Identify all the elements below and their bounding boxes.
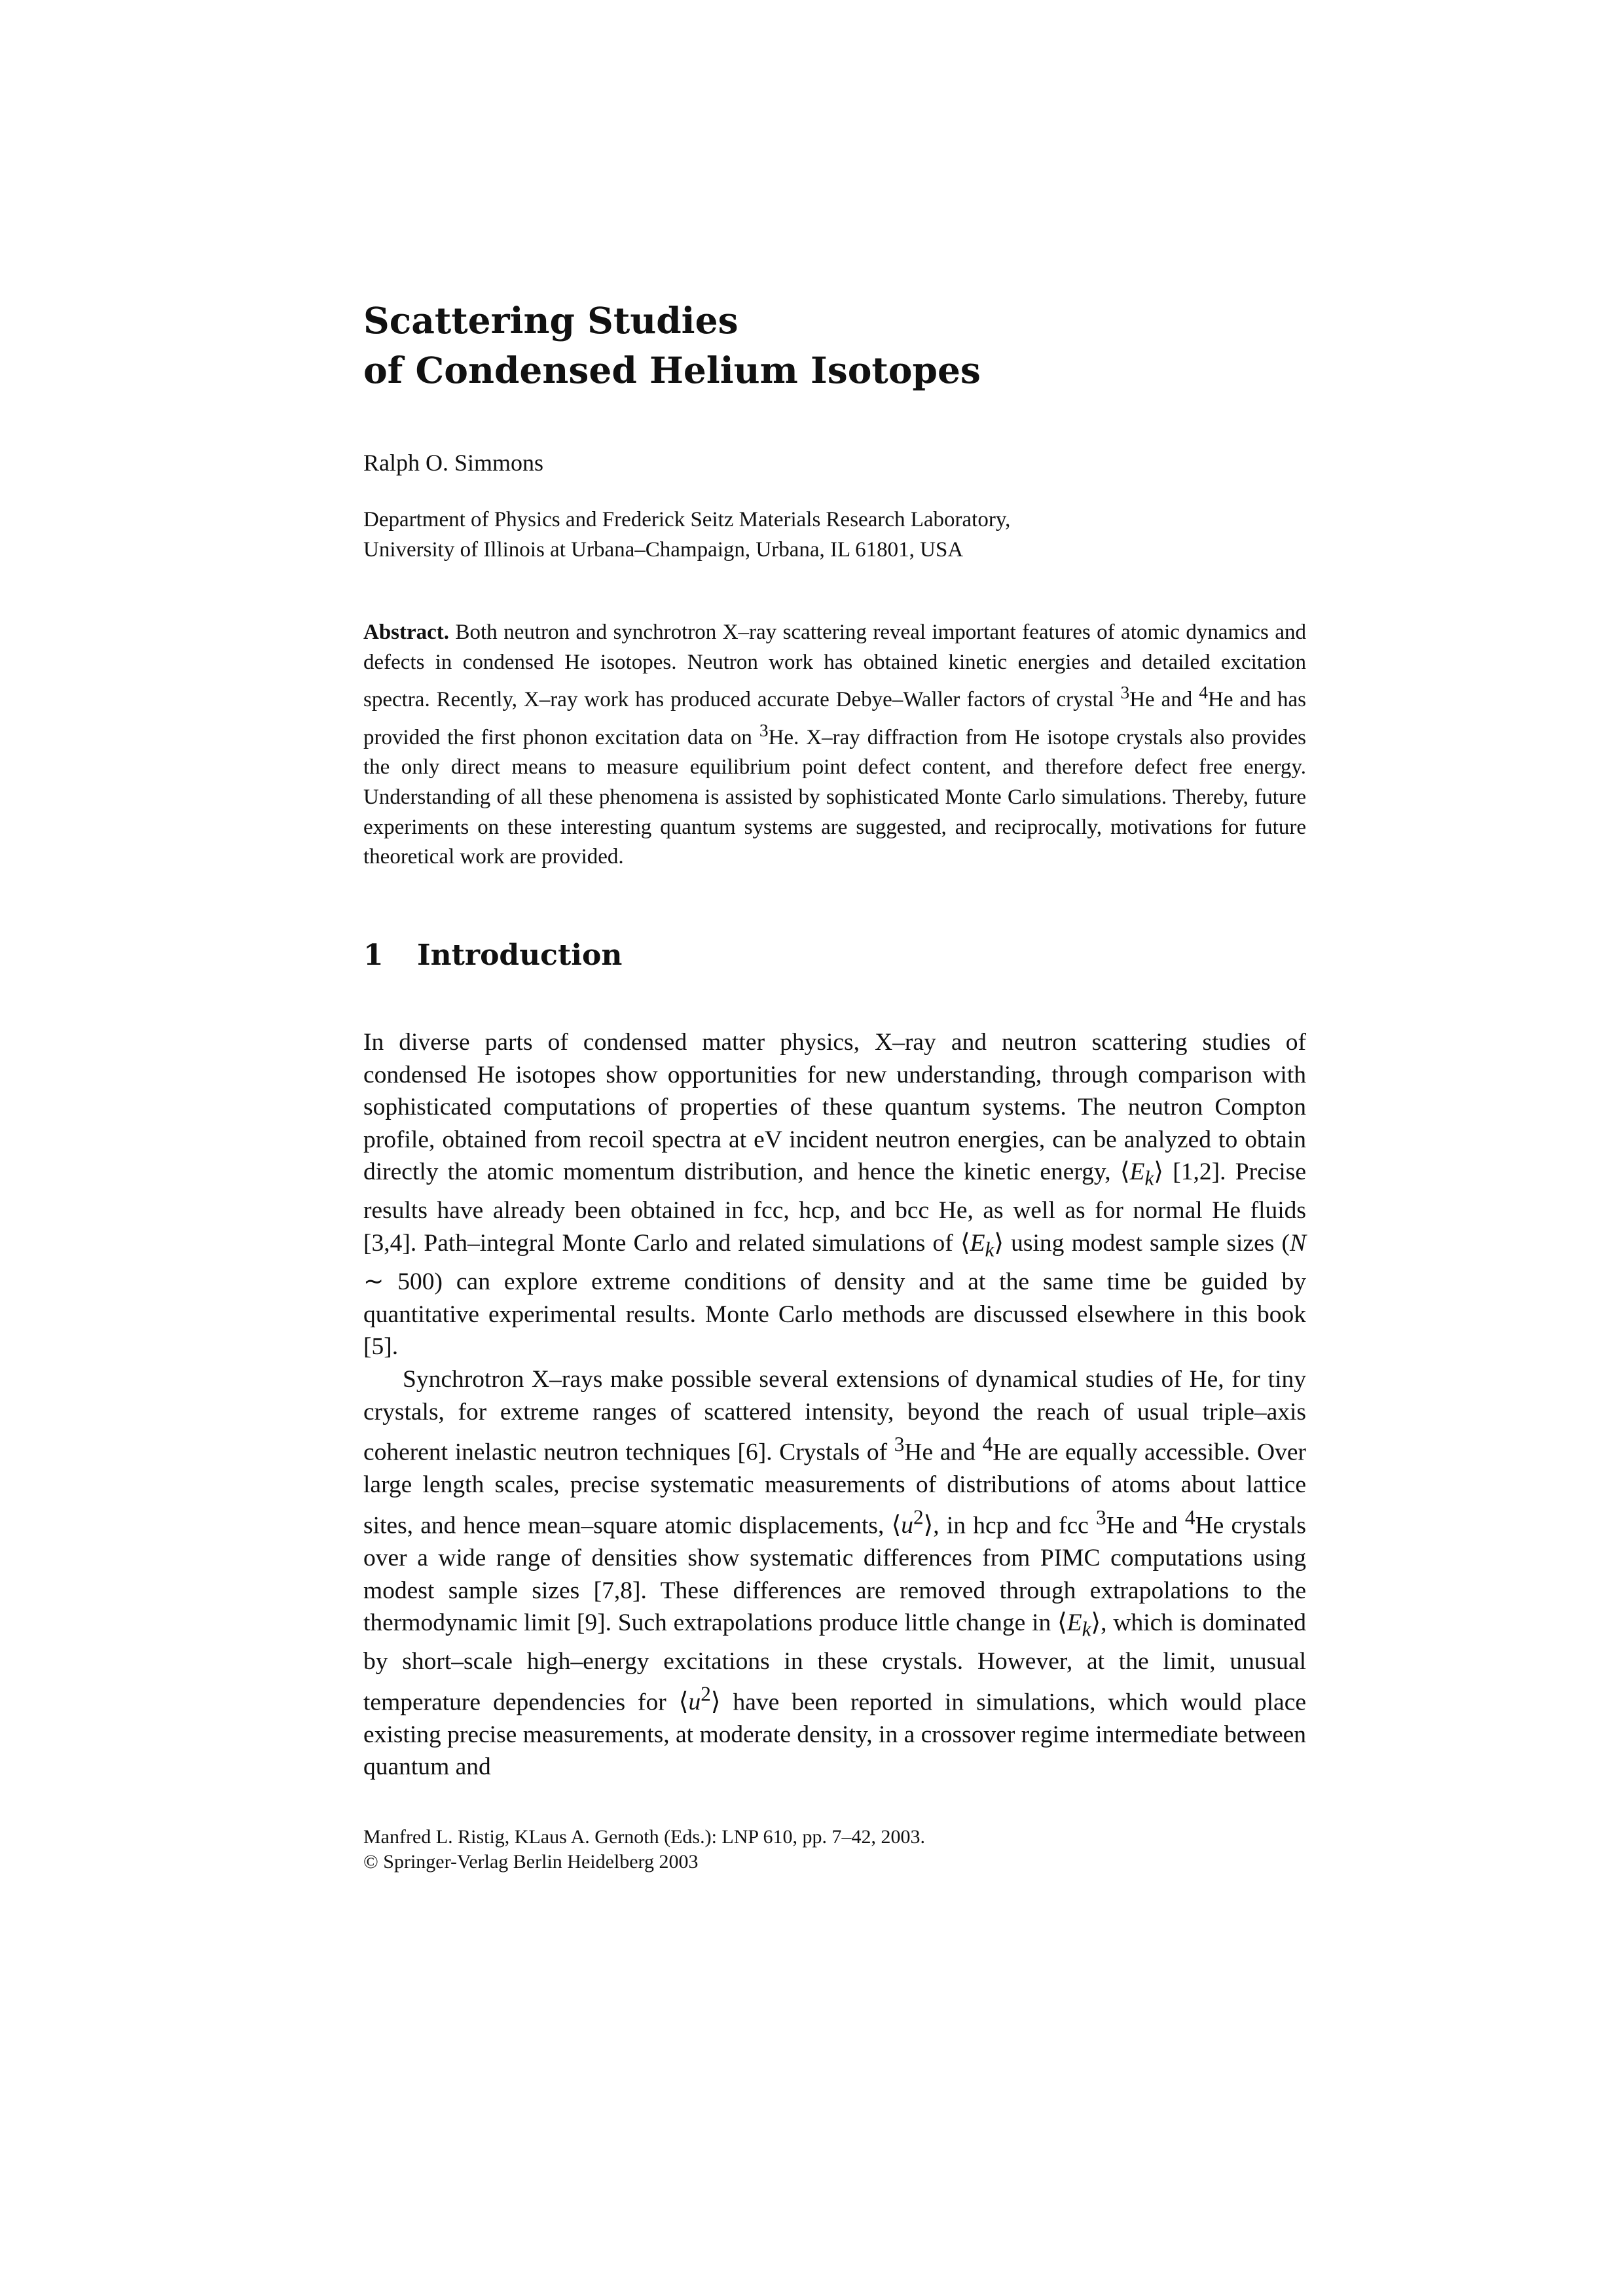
paper-title — [363, 296, 1306, 395]
section-title: Introduction — [417, 939, 623, 972]
math-mean-square-displacement — [678, 1682, 721, 1716]
text-run: , in hcp and fcc — [933, 1512, 1096, 1539]
paragraph-1 — [363, 1026, 1306, 1363]
text-run: [1,2]. Precise results have already been obtained in fcc, hcp, and bcc He, as well as for normal He fluids [3,4]. Path–integral Monte Carlo and related simulations of — [363, 1158, 1307, 1257]
text-run: ∼ 500) can explore extreme conditions of density and at the same time be guided by quantitative experimental results. Monte Carlo methods are discussed elsewhere in this book [5]. — [363, 1268, 1306, 1361]
text-run: He crystals over a wide range of densities show systematic differences from PIMC computations using modest sample sizes [7,8]. These differences are removed through extrapolations to the thermodynamic limit [9]. Such extrapolations produce little change in — [363, 1512, 1307, 1637]
affiliation-line-2: University of Illinois at Urbana–Champaign, Urbana, IL 61801, USA — [363, 538, 964, 562]
math-subscript: k — [985, 1238, 994, 1261]
math-kinetic-energy — [1057, 1609, 1101, 1641]
isotope-superscript: 4 — [1199, 682, 1208, 703]
body-text — [363, 1026, 1306, 1784]
abstract-text-1: Both neutron and synchrotron X–ray scattering reveal important features of atomic dynamics and defects in condensed He isotopes. Neutron work has obtained kinetic energies and detailed excitation spectra. Recently, X–ray work has produced accurate Debye–Waller factors of crystal — [363, 620, 1306, 712]
abstract-text-3: He and has provided the first phonon excitation data on — [363, 688, 1306, 749]
math-superscript: 2 — [913, 1505, 924, 1529]
math-text: ⟨E — [1057, 1609, 1082, 1637]
footnote-citation: Manfred L. Ristig, KLaus A. Gernoth (Eds.): LNP 610, pp. 7–42, 2003. — [363, 1826, 925, 1848]
affiliation-line-1: Department of Physics and Frederick Seitz Materials Research Laboratory, — [363, 508, 1011, 531]
section-number: 1 — [363, 939, 384, 972]
math-text: ⟩ — [994, 1230, 1004, 1257]
isotope-superscript: 4 — [1184, 1505, 1195, 1529]
math-superscript: 2 — [701, 1682, 711, 1706]
text-run: He and — [904, 1439, 983, 1466]
text-run: He are equally accessible. Over large length scales, precise systematic measurements of distributions of atoms about lattice sites, and hence mean–square atomic displacements, — [363, 1439, 1306, 1539]
isotope-superscript: 4 — [982, 1433, 993, 1456]
isotope-superscript: 3 — [1120, 682, 1130, 703]
math-kinetic-energy — [960, 1230, 1004, 1261]
isotope-superscript: 3 — [894, 1433, 905, 1456]
author-name: Ralph O. Simmons — [363, 450, 544, 476]
text-run: Synchrotron X–rays make possible several extensions of dynamical studies of He, for tiny crystals, for extreme ranges of scattered intensity, beyond the reach of usual triple–axis coherent inelastic neutron techniques [6]. Crystals of — [363, 1365, 1306, 1466]
math-symbol-n: N — [1289, 1230, 1306, 1257]
math-text: ⟩ — [1154, 1158, 1163, 1186]
title-line-1: Scattering Studies — [363, 299, 739, 342]
math-text: ⟩ — [923, 1512, 934, 1539]
math-text: ⟨E — [1120, 1158, 1145, 1186]
isotope-superscript: 3 — [1095, 1505, 1106, 1529]
isotope-superscript: 3 — [759, 719, 769, 740]
text-run: He and — [1106, 1512, 1185, 1539]
publication-footnote — [363, 1825, 1306, 1874]
text-run: In diverse parts of condensed matter physics, X–ray and neutron scattering studies of condensed He isotopes show opportunities for new understanding, through comparison with sophisticated computations of properties of these quantum systems. The neutron Compton profile, obtained from recoil spectra at eV incident neutron energies, can be analyzed to obtain directly the atomic momentum distribution, and hence the kinetic energy, — [363, 1029, 1306, 1186]
footnote-copyright: © Springer-Verlag Berlin Heidelberg 2003 — [363, 1851, 699, 1873]
abstract-text-2: He and — [1129, 688, 1199, 712]
title-line-2: of Condensed Helium Isotopes — [363, 349, 981, 391]
abstract-text-4: He. X–ray diffraction from He isotope crystals also provides the only direct means to measure equilibrium point defect content, and therefore defect free energy. Understanding of all these phenomena is assisted by sophisticated Monte Carlo simulations. Thereby, future experiments on these interesting quantum systems are suggested, and reciprocally, motivations for future theoretical work are provided. — [363, 725, 1306, 869]
section-heading — [363, 936, 1306, 975]
text-run: , which is dominated by short–scale high–energy excitations in these crystals. However, at the limit, unusual temperature dependencies for — [363, 1609, 1306, 1716]
math-text: ⟨E — [960, 1230, 985, 1257]
math-text: ⟨u — [891, 1512, 913, 1539]
math-text: ⟩ — [1091, 1609, 1101, 1637]
affiliation — [363, 505, 1306, 565]
paragraph-2 — [363, 1363, 1306, 1784]
abstract — [363, 618, 1306, 872]
abstract-label: Abstract. — [363, 620, 450, 644]
math-kinetic-energy — [1120, 1158, 1163, 1190]
math-text: ⟩ — [710, 1689, 721, 1716]
math-subscript: k — [1082, 1617, 1091, 1641]
math-text: ⟨u — [678, 1689, 701, 1716]
text-run: have been reported in simulations, which would place existing precise measurements, at moderate density, in a crossover regime intermediate between quantum and — [363, 1689, 1306, 1781]
text-run: using modest sample sizes ( — [1004, 1230, 1290, 1257]
math-mean-square-displacement — [891, 1505, 934, 1539]
math-subscript: k — [1144, 1166, 1154, 1190]
